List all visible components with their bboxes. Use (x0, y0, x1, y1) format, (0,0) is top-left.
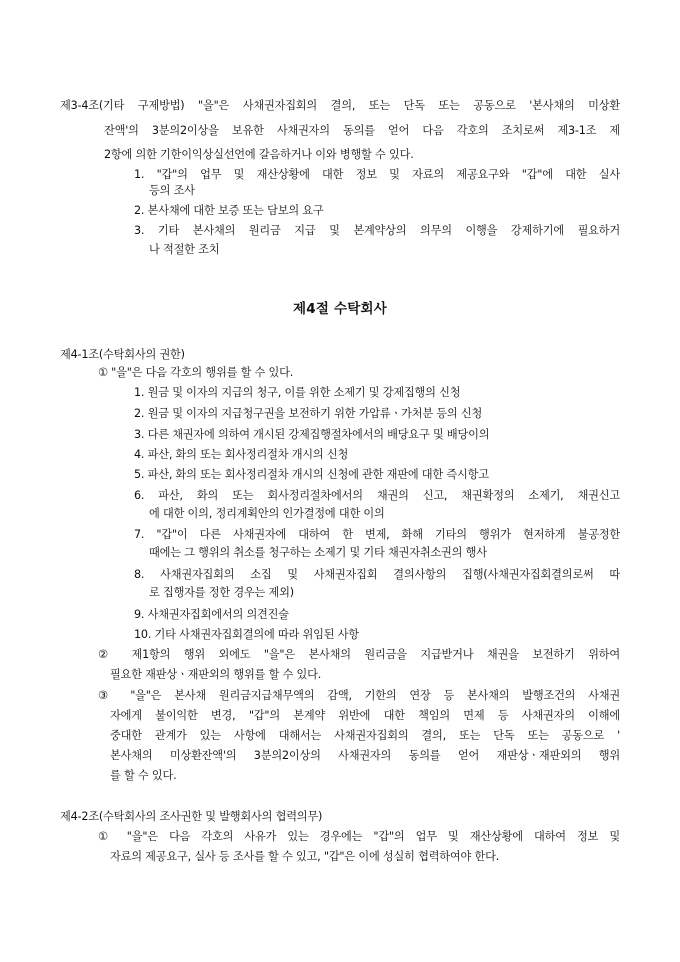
article-4-1-item-3: 3. 다른 채권자에 의하여 개시된 강제집행절차에서의 배당요구 및 배당이의 (134, 428, 490, 441)
article-4-1-item-1: 1. 원금 및 이자의 지급의 청구, 이를 위한 소제기 및 강제집행의 신청 (134, 386, 461, 399)
article-4-1-title: 제4-1조(수탁회사의 권한) (60, 348, 185, 361)
article-4-1-para-2-line-1: ② 제1항의 행위 외에도 "을"은 본사채의 원리금을 지급받거나 채권을 보전하기 위하여 (98, 648, 620, 661)
article-4-1-item-6: 6. 파산, 화의 또는 회사정리절차에서의 채권의 신고, 채권확정의 소제기, 채권신고 (134, 489, 620, 502)
article-3-4-line-3: 2항에 의한 기한이익상실선언에 갈음하거나 이와 병행할 수 있다. (104, 148, 414, 161)
section-heading: 제4절 수탁회사 (293, 301, 387, 317)
article-4-1-item-7: 7. "갑"이 다른 사채권자에 대하여 한 변제, 화해 기타의 행위가 현저하게 불공정한 (134, 528, 620, 541)
article-3-4-item-1-cont: 등의 조사 (149, 184, 195, 197)
article-3-4-line-1: 제3-4조(기타 구제방법) "을"은 사채권자집회의 결의, 또는 단독 또는 공동으로 '본사채의 미상환 (60, 99, 620, 112)
article-3-4-item-1: 1. "갑"의 업무 및 재산상황에 대한 정보 및 자료의 제공요구와 "갑"에 대한 실사 (134, 168, 620, 181)
article-4-1-item-4: 4. 파산, 화의 또는 회사정리절차 개시의 신청 (134, 448, 349, 461)
article-4-1-item-5: 5. 파산, 화의 또는 회사정리절차 개시의 신청에 관한 재판에 대한 즉시항고 (134, 468, 489, 481)
article-4-1-para-3-line-4: 본사채의 미상환잔액'의 3분의2이상의 사채권자의 동의를 얻어 재판상ㆍ재판외의 행위 (110, 749, 620, 762)
article-4-1-item-10: 10. 기타 사채권자집회결의에 따라 위임된 사항 (134, 628, 359, 641)
article-3-4-line-2: 잔액'의 3분의2이상을 보유한 사채권자의 동의를 얻어 다음 각호의 조치로써 제3-1조 제 (104, 124, 620, 137)
article-4-1-para-3-line-1: ③ "을"은 본사채 원리금지급채무액의 감액, 기한의 연장 등 본사채의 발행조건의 사채권 (98, 689, 620, 702)
article-4-1-item-2: 2. 원금 및 이자의 지급청구권을 보전하기 위한 가압류ㆍ가처분 등의 신청 (134, 407, 483, 420)
article-3-4-item-3: 3. 기타 본사채의 원리금 지급 및 본계약상의 의무의 이행을 강제하기에 필요하거 (134, 224, 620, 237)
article-4-2-para-1-line-2: 자료의 제공요구, 실사 등 조사를 할 수 있고, "갑"은 이에 성실히 협력하여야 한다. (110, 850, 500, 863)
article-4-1-item-7-cont: 때에는 그 행위의 취소를 청구하는 소제기 및 기타 채권자취소권의 행사 (149, 546, 487, 559)
article-4-2-title: 제4-2조(수탁회사의 조사권한 및 발행회사의 협력의무) (60, 810, 323, 823)
article-4-1-item-8: 8. 사채권자집회의 소집 및 사채권자집회 결의사항의 집행(사채권자집회결의로써 따 (134, 568, 620, 581)
article-4-1-para-3-line-5: 를 할 수 있다. (110, 769, 177, 782)
article-4-1-para-2-line-2: 필요한 재판상ㆍ재판외의 행위를 할 수 있다. (110, 668, 322, 681)
article-4-1-item-9: 9. 사채권자집회에서의 의견진술 (134, 608, 289, 621)
article-4-1-item-6-cont: 에 대한 이의, 정리계획안의 인가결정에 대한 이의 (149, 507, 385, 520)
article-3-4-item-2: 2. 본사채에 대한 보증 또는 담보의 요구 (134, 204, 324, 217)
article-4-1-item-8-cont: 로 집행자를 정한 경우는 제외) (149, 586, 294, 599)
article-3-4-item-3-cont: 나 적절한 조치 (149, 243, 220, 256)
article-4-1-para-3-line-3: 중대한 관계가 있는 사항에 대해서는 사채권자집회의 결의, 또는 단독 또는 공동으로 ' (110, 729, 620, 742)
article-4-1-para-1-intro: ① "을"은 다음 각호의 행위를 할 수 있다. (98, 366, 294, 379)
article-4-1-para-3-line-2: 자에게 불이익한 변경, "갑"의 본계약 위반에 대한 책임의 면제 등 사채권자의 이해에 (110, 709, 620, 722)
article-4-2-para-1-line-1: ① "을"은 다음 각호의 사유가 있는 경우에는 "갑"의 업무 및 재산상황에 대하여 정보 및 (98, 830, 620, 843)
